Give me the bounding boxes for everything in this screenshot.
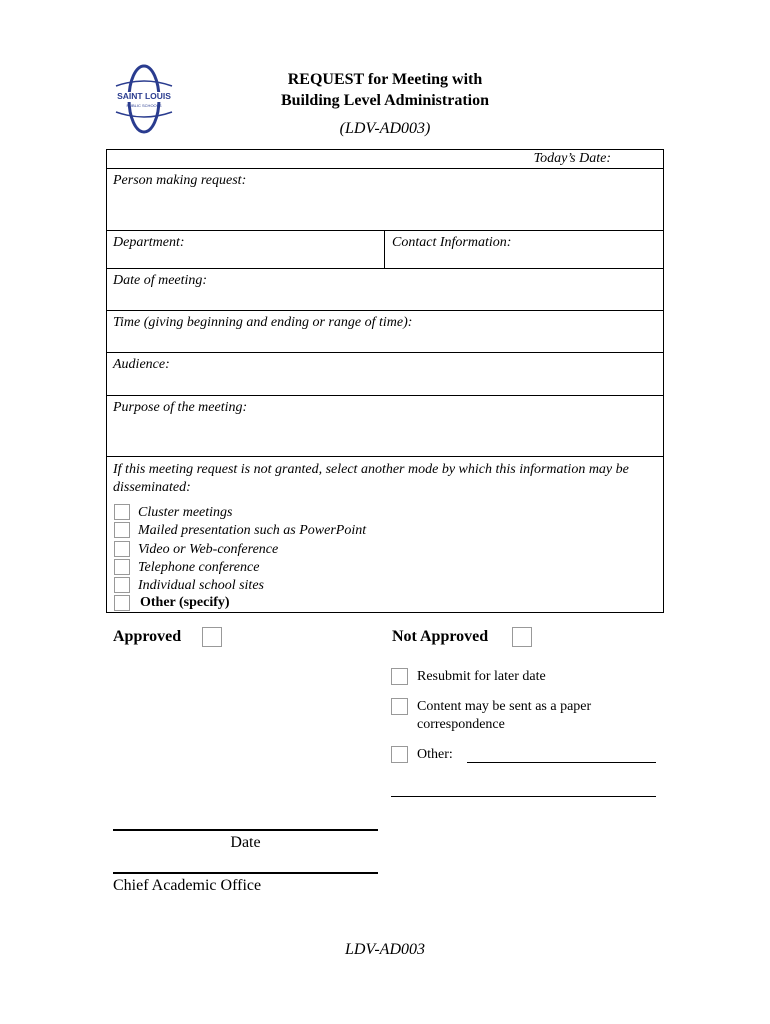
- not-approved-checkbox[interactable]: [512, 627, 532, 647]
- todays-date-row: [107, 150, 663, 169]
- department-label: Department:: [113, 235, 185, 250]
- title-line-2: Building Level Administration: [280, 92, 490, 109]
- contact-label: Contact Information:: [392, 235, 512, 250]
- other-label: Other:: [417, 747, 453, 762]
- column-divider: [384, 231, 385, 268]
- person-row[interactable]: [107, 169, 663, 231]
- option-label: Video or Web-conference: [138, 542, 279, 557]
- paper-correspondence-checkbox[interactable]: [391, 698, 408, 715]
- approved-label: Approved: [113, 628, 182, 645]
- time-row[interactable]: [107, 311, 663, 353]
- footer-code: LDV-AD003: [345, 941, 425, 958]
- resubmit-label: Resubmit for later date: [417, 669, 546, 684]
- telephone-conference-checkbox[interactable]: [114, 559, 130, 575]
- office-label: Chief Academic Office: [113, 877, 262, 894]
- resubmit-checkbox[interactable]: [391, 668, 408, 685]
- other-specify-checkbox[interactable]: [114, 595, 130, 611]
- option-label: Telephone conference: [138, 560, 260, 575]
- alt-mode-label: If this meeting request is not granted, select another mode by which this information may be disseminated:: [113, 462, 629, 495]
- date-of-meeting-label: Date of meeting:: [113, 273, 208, 288]
- audience-row[interactable]: [107, 353, 663, 396]
- alt-mode-section: [107, 457, 663, 612]
- individual-sites-checkbox[interactable]: [114, 577, 130, 593]
- time-label: Time (giving beginning and ending or range of time):: [113, 315, 413, 330]
- paper-label-line-2: correspondence: [417, 717, 505, 732]
- date-of-meeting-row[interactable]: [107, 269, 663, 311]
- request-form: [106, 149, 664, 613]
- option-label: Mailed presentation such as PowerPoint: [138, 523, 367, 538]
- paper-label-line-1: Content may be sent as a paper: [417, 699, 592, 714]
- date-label: Date: [230, 834, 261, 851]
- video-conference-checkbox[interactable]: [114, 541, 130, 557]
- option-label: Cluster meetings: [138, 505, 233, 520]
- approved-checkbox[interactable]: [202, 627, 222, 647]
- other-line-2[interactable]: [391, 796, 656, 797]
- not-approved-label: Not Approved: [392, 628, 489, 645]
- option-label: Individual school sites: [138, 578, 264, 593]
- audience-label: Audience:: [113, 357, 170, 372]
- office-line[interactable]: [113, 872, 378, 874]
- form-code: (LDV-AD003): [339, 120, 431, 137]
- logo-text: SAINT LOUIS: [117, 91, 171, 101]
- signature-line[interactable]: [113, 829, 378, 831]
- other-line[interactable]: [467, 762, 656, 763]
- mailed-presentation-checkbox[interactable]: [114, 522, 130, 538]
- department-contact-row: [107, 231, 663, 269]
- cluster-meetings-checkbox[interactable]: [114, 504, 130, 520]
- school-logo: [110, 62, 178, 136]
- person-label: Person making request:: [113, 173, 247, 188]
- option-label: Other (specify): [140, 595, 230, 610]
- purpose-row[interactable]: [107, 396, 663, 457]
- logo-subtext: PUBLIC SCHOOLS: [126, 103, 162, 108]
- title-line-1: REQUEST for Meeting with: [287, 71, 483, 88]
- other-checkbox[interactable]: [391, 746, 408, 763]
- todays-date-label: Today’s Date:: [533, 151, 611, 166]
- purpose-label: Purpose of the meeting:: [113, 400, 248, 415]
